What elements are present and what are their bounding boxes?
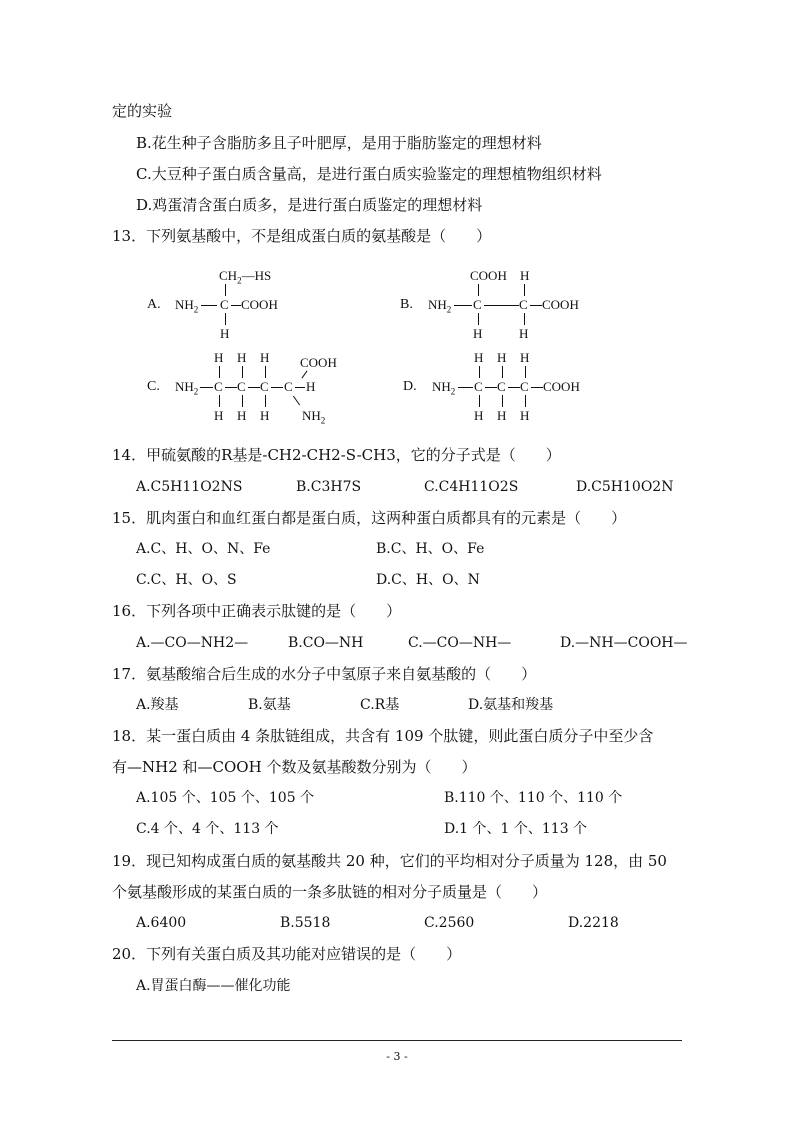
q14-option-a: A.C5H11O2NS [136,479,243,495]
structure-c-carbon-1: C [214,379,223,394]
option-c-line: C.大豆种子蛋白质含量高，是进行蛋白质实验鉴定的理想植物组织材料 [136,165,602,183]
q15-option-d: D.C、H、O、N [376,572,480,588]
structure-b-label: B. [400,297,413,312]
structure-b-carbon-1: C [473,297,482,312]
q17-stem: 17．氨基酸缩合后生成的水分子中氢原子来自氨基酸的（ ） [112,665,537,683]
structure-d-top-h-3: H [520,350,530,365]
q14-option-b: B.C3H7S [296,479,362,495]
structure-c-bottom-h-1: H [214,408,224,423]
structure-a-carbon: C [220,297,229,312]
q18-option-d: D.1 个、1 个、113 个 [444,821,588,837]
q16-stem: 16．下列各项中正确表示肽键的是（ ） [112,602,402,620]
page-number: - 3 - [386,1050,408,1063]
q16-option-a: A.—CO—NH2— [136,635,249,651]
q15-option-c: C.C、H、O、S [136,572,237,588]
structure-a-amino: $NH_2$ [175,297,199,315]
structure-d-bottom-h-1: H [474,408,484,423]
structure-c-label: C. [147,379,160,394]
q14-option-c: C.C4H11O2S [424,479,519,495]
q19-option-b: B.5518 [280,915,331,931]
option-d-line: D.鸡蛋清含蛋白质多，是进行蛋白质鉴定的理想材料 [136,196,483,214]
structure-d-carbon-1: C [474,379,483,394]
structure-c-bottom-h-3: H [260,408,270,423]
q15-stem: 15．肌肉蛋白和血红蛋白都是蛋白质，这两种蛋白质都具有的元素是（ ） [112,509,627,527]
q14-stem: 14．甲硫氨酸的R基是-CH2-CH2-S-CH3，它的分子式是（ ） [112,446,561,464]
structure-c-carbon-4: C [284,379,293,394]
structure-b-h-1: H [473,326,483,341]
q19-option-d: D.2218 [568,915,619,931]
q14-option-d: D.C5H10O2N [576,479,674,495]
structure-c-carboxyl: COOH [300,355,337,370]
structure-b-amino: $NH_2$ [428,297,452,315]
q17-option-b: B.氨基 [248,697,291,713]
q17-option-d: D.氨基和羧基 [468,697,554,713]
q16-option-d: D.—NH—COOH— [560,635,688,651]
structure-c-right-h: H [306,379,316,394]
q17-option-a: A.羧基 [136,697,179,713]
structure-c-top-h-2: H [237,350,247,365]
structure-b-h-2: H [519,326,529,341]
structure-c-amino: $NH_2$ [175,379,199,397]
structure-c-carbon-2: C [237,379,246,394]
structure-d-carbon-3: C [520,379,529,394]
q18-option-b: B.110 个、110 个、110 个 [444,790,623,806]
q16-option-c: C.—CO—NH— [408,635,512,651]
q13-stem: 13．下列氨基酸中，不是组成蛋白质的氨基酸是（ ） [112,227,492,245]
structure-d-bottom-h-3: H [520,408,530,423]
structure-b-top-h: H [520,268,530,283]
structure-a-h: H [220,326,230,341]
q18-stem-line-1: 18．某一蛋白质由 4 条肽链组成，共含有 109 个肽键，则此蛋白质分子中至少含 [112,727,654,745]
structure-c-top-h-3: H [260,350,270,365]
structure-d-bottom-h-2: H [497,408,507,423]
structure-b-carboxyl: COOH [542,297,579,312]
q16-option-b: B.CO—NH [288,635,364,651]
structure-d-carboxyl: COOH [543,379,580,394]
structure-b-carbon-2: C [519,297,528,312]
q15-option-b: B.C、H、O、Fe [376,541,485,557]
structure-c-carbon-3: C [260,379,269,394]
structure-d-top-h-2: H [497,350,507,365]
q18-option-c: C.4 个、4 个、113 个 [136,821,279,837]
continued-line: 定的实验 [112,102,173,120]
structure-d-amino: $NH_2$ [432,379,456,397]
structure-a-label: A. [147,297,161,312]
q20-option-a: A.胃蛋白酶——催化功能 [136,978,291,994]
q17-option-c: C.R基 [360,697,400,713]
q19-stem-line-2: 个氨基酸形成的某蛋白质的一条多肽链的相对分子质量是（ ） [112,883,548,901]
structure-d-top-h-1: H [474,350,484,365]
q15-option-a: A.C、H、O、N、Fe [136,541,271,557]
q18-option-a: A.105 个、105 个、105 个 [136,790,315,806]
structure-c-bottom-h-2: H [237,408,247,423]
footer-divider [112,1040,682,1041]
structure-c-side-amino: $NH_2$ [302,408,326,426]
structure-a-side-chain: $CH_2—HS$ [219,268,272,286]
q19-stem-line-1: 19．现已知构成蛋白质的氨基酸共 20 种，它们的平均相对分子质量为 128，由 50 [112,852,667,870]
q18-stem-line-2: 有—NH2 和—COOH 个数及氨基酸数分别为（ ） [112,758,477,776]
structure-d-label: D. [403,379,417,394]
q19-option-a: A.6400 [136,915,187,931]
structure-c-top-h-1: H [214,350,224,365]
structure-b-top-carboxyl: COOH [470,268,507,283]
q19-option-c: C.2560 [424,915,475,931]
structure-a-carboxyl: COOH [241,297,278,312]
option-b-line: B.花生种子含脂肪多且子叶肥厚，是用于脂肪鉴定的理想材料 [136,134,542,152]
structure-d-carbon-2: C [497,379,506,394]
q20-stem: 20．下列有关蛋白质及其功能对应错误的是（ ） [112,945,462,963]
